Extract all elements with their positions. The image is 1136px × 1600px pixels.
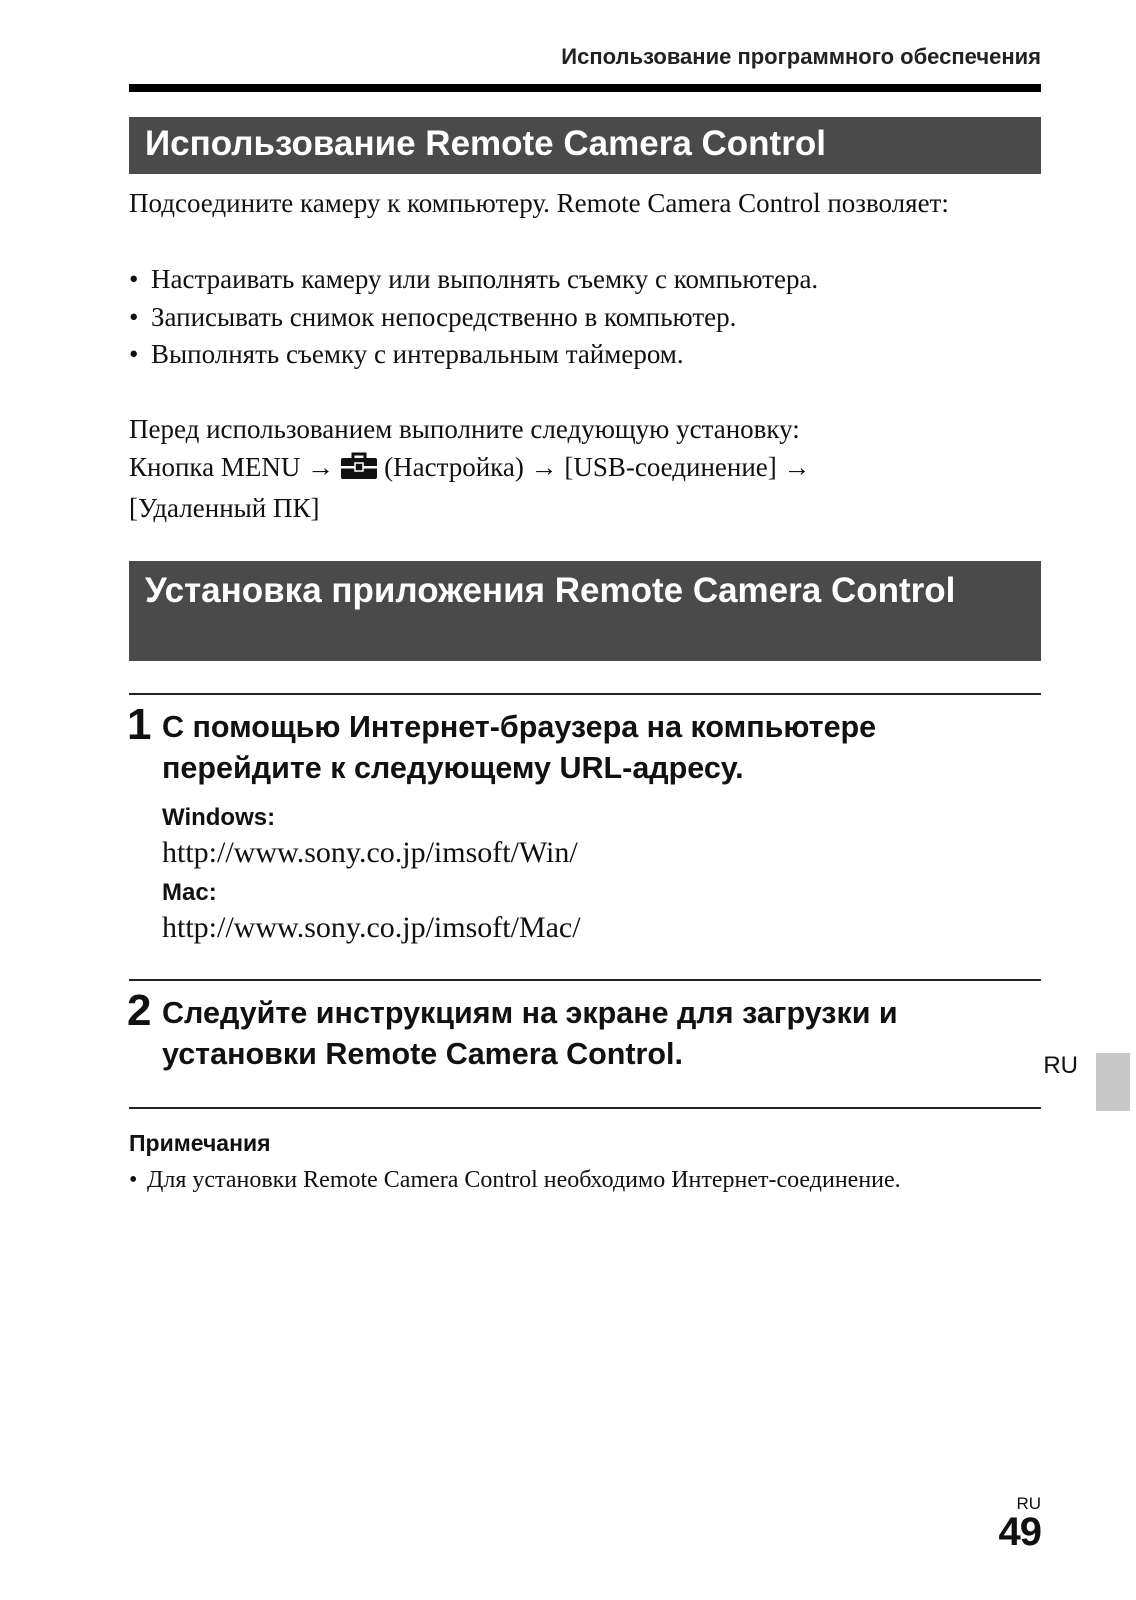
section-title-remote-control: Использование Remote Camera Control (129, 117, 1041, 174)
feature-item: • Записывать снимок непосредственно в компьютер. (129, 299, 818, 337)
divider (129, 693, 1041, 695)
section-title-install: Установка приложения Remote Camera Control (129, 561, 1041, 661)
feature-item: • Выполнять съемку с интервальным таймером. (129, 336, 818, 374)
language-tab (1096, 1053, 1130, 1111)
step-text: Следуйте инструкциям на экране для загрузки и установки Remote Camera Control. (162, 996, 898, 1071)
setup-path-text: (Настройка) → [USB-соединение] → (384, 451, 811, 482)
intro-text: Подсоедините камеру к компьютеру. Remote Camera Control позволяет: (129, 188, 949, 218)
note-item: • Для установки Remote Camera Control необходимо Интернет-соединение. (129, 1163, 929, 1197)
step-text: С помощью Интернет-браузера на компьютере перейдите к следующему URL-адресу. (162, 710, 877, 785)
setup-line-1: Перед использованием выполните следующую установку: (129, 414, 800, 444)
running-header: Использование программного обеспечения (561, 44, 1041, 69)
setup-menu-text: Кнопка MENU → (129, 451, 335, 482)
windows-label: Windows: (162, 804, 276, 831)
divider (129, 979, 1041, 981)
mac-label: Mac: (162, 879, 217, 906)
step-number: 1 (127, 700, 152, 749)
windows-url: http://www.sony.co.jp/imsoft/Win/ (162, 836, 578, 869)
header-rule (129, 84, 1041, 92)
feature-item: • Настраивать камеру или выполнять съемку с компьютера. (129, 261, 818, 299)
mac-url: http://www.sony.co.jp/imsoft/Mac/ (162, 911, 581, 944)
setup-line-2 (129, 449, 1029, 491)
toolbox-icon (340, 452, 378, 491)
notes-title: Примечания (129, 1130, 271, 1156)
setup-instructions (129, 411, 1029, 528)
page-number: 49 (998, 1510, 1041, 1554)
language-tab-label: RU (1043, 1052, 1078, 1079)
setup-line-3: [Удаленный ПК] (129, 493, 320, 523)
divider (129, 1107, 1041, 1109)
step-number: 2 (127, 986, 152, 1035)
page-language: RU (1016, 1494, 1041, 1513)
feature-list (129, 261, 818, 374)
